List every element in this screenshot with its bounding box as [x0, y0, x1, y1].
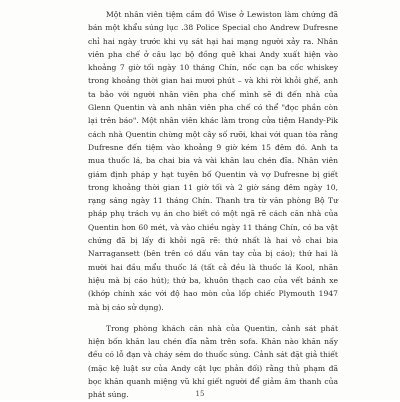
page-number: 15	[195, 390, 205, 398]
paragraph-1: Một nhân viên tiệm cầm đồ Wise ở Lewiston làm chứng đã bán một khẩu súng lục .38 Police Special cho Andrew Dufresne chỉ hai ngày trước khi vụ sát hại hai mạng người xảy ra. Nhân viên pha chế ở câu lạc bộ đồng quê khai Andy xuất hiện vào khoảng 7 giờ tối ngày 10 tháng Chín, nốc cạn ba cốc whiskey trong khoảng thời gian hai mươi phút – và khi rời khỏi ghế, anh ta bảo với người nhân viên pha chế mình sẽ đi đến nhà của Glenn Quentin và anh nhân viên pha chế có thể "đọc phần còn lại trên báo". Một nhân viên khác làm trong cửa tiệm Handy-Pik cách nhà Quentin chừng một cây số rưỡi, khai với quan tòa rằng Dufresne đến tiệm vào khoảng 9 giờ kém 15 đêm đó. Anh ta mua thuốc lá, ba chai bia và vài khăn lau chén đĩa. Nhân viên giám định pháp y hạt tuyên bố Quentin và vợ Dufresne bị giết trong khoảng thời gian 11 giờ tối và 2 giờ sáng đêm ngày 10, rạng sáng ngày 11 tháng Chín. Thanh tra từ văn phòng Bộ Tư pháp phụ trách vụ án cho biết có một ngã rẽ cách căn nhà của Quentin hơn 60 mét, và vào chiều ngày 11 tháng Chín, có ba vật chứng đã bị lấy đi khỏi ngã rẽ: thứ nhất là hai vỏ chai bia Narragansett (bên trên có dấu vân tay của bị cáo); thứ hai là mười hai đầu mẩu thuốc lá (tất cả đều là thuốc lá Kool, nhãn hiệu mà bị cáo hút); thứ ba, khuôn thạch cao của vết bánh xe (khớp chính xác với độ hao mòn của lốp chiếc Plymouth 1947 mà bị cáo sử dụng).	[88, 10, 338, 312]
body-text	[88, 8, 338, 402]
paragraph-2: Trong phòng khách căn nhà của Quentin, cảnh sát phát hiện bốn khăn lau chén đĩa nằm trên sofa. Khăn nào khăn nấy đều có lỗ đạn và cháy sém do thuốc súng. Cảnh sát đặt giả thiết (mặc kệ luật sư của Andy cật lực phản đối) rằng thủ phạm đã bọc khăn quanh miệng vũ khí giết người để giảm âm thanh của phát súng.	[88, 323, 338, 400]
